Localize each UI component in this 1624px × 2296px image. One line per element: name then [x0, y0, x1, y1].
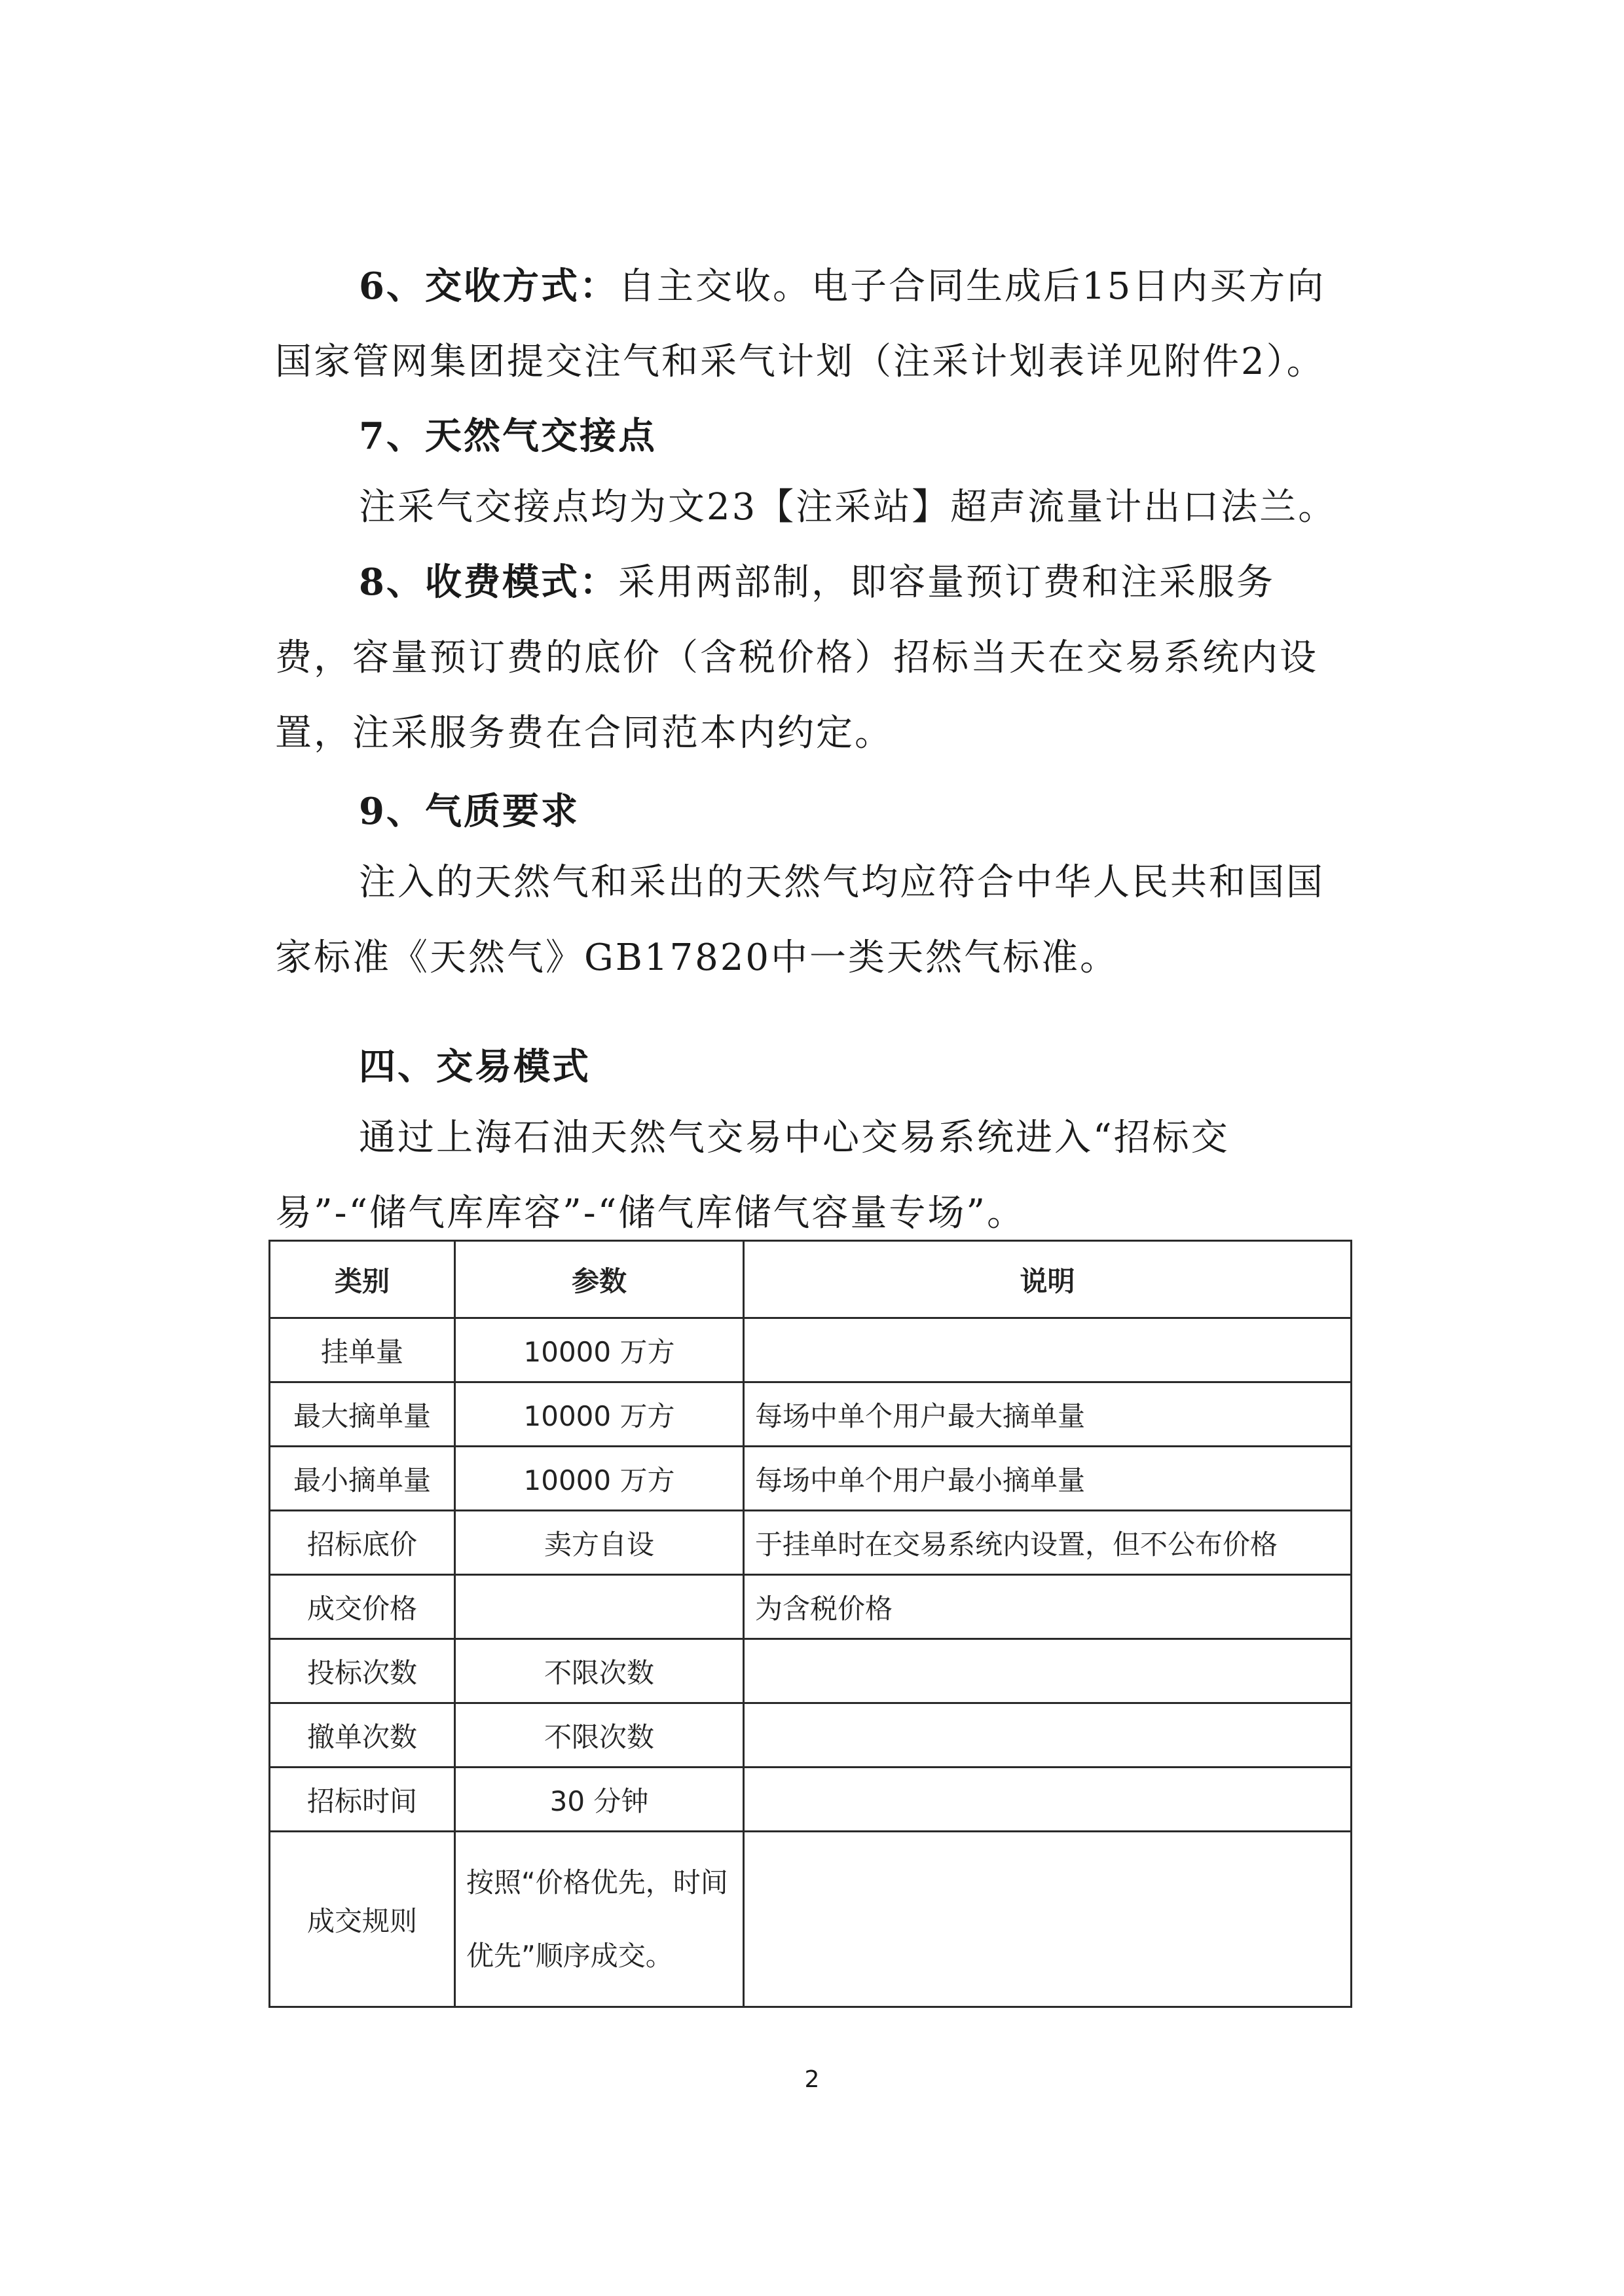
row-description [744, 1639, 1352, 1703]
row-category: 挂单量 [270, 1318, 455, 1382]
row-parameter: 卖方自设 [455, 1511, 744, 1575]
section-9-paragraph: 注入的天然气和采出的天然气均应符合中华人民共和国国家标准《天然气》GB17820中一类天然气标准。 [275, 861, 1325, 979]
row-description: 于挂单时在交易系统内设置，但不公布价格 [744, 1511, 1352, 1575]
row-category: 招标时间 [270, 1768, 455, 1832]
section-7-paragraph: 注采气交接点均为文23【注采站】超声流量计出口法兰。 [359, 486, 1337, 528]
row-category: 最小摘单量 [270, 1447, 455, 1511]
header-description: 说明 [744, 1241, 1352, 1318]
section-6-label: 6、交收方式： [359, 265, 618, 308]
section-8-text: 采用两部制，即容量预订费和注采服务费，容量预订费的底价（含税价格）招标当天在交易系统内设置，注采服务费在合同范本内约定。 [275, 561, 1318, 754]
row-category: 成交价格 [270, 1575, 455, 1639]
row-parameter: 不限次数 [455, 1639, 744, 1703]
row-parameter: 10000 万方 [455, 1318, 744, 1382]
row-description: 为含税价格 [744, 1575, 1352, 1639]
row-parameter: 10000 万方 [455, 1382, 744, 1447]
table-row [270, 1768, 1352, 1832]
row-parameter: 按照“价格优先，时间优先”顺序成交。 [455, 1832, 744, 2007]
row-parameter: 10000 万方 [455, 1447, 744, 1511]
section-9-heading: 9、气质要求 [359, 790, 580, 833]
page-number: 2 [804, 2066, 820, 2093]
section-4-paragraph: 通过上海石油天然气交易中心交易系统进入“招标交易”-“储气库库容”-“储气库储气容量专场”。 [275, 1117, 1230, 1234]
row-description [744, 1832, 1352, 2007]
header-category: 类别 [270, 1241, 455, 1318]
trading-rules-table [268, 1240, 1352, 2008]
row-category: 投标次数 [270, 1639, 455, 1703]
row-description [744, 1318, 1352, 1382]
section-8-paragraph [275, 545, 1349, 771]
row-category: 撤单次数 [270, 1703, 455, 1768]
header-parameter: 参数 [455, 1241, 744, 1318]
table-row [270, 1703, 1352, 1768]
table-header-row [270, 1241, 1352, 1318]
table-row [270, 1318, 1352, 1382]
section-7-heading: 7、天然气交接点 [359, 415, 657, 458]
row-parameter [455, 1575, 744, 1639]
row-description: 每场中单个用户最大摘单量 [744, 1382, 1352, 1447]
row-description [744, 1703, 1352, 1768]
table-row [270, 1639, 1352, 1703]
row-description [744, 1768, 1352, 1832]
section-6-paragraph [275, 249, 1349, 399]
table-row [270, 1832, 1352, 2007]
section-4-heading: 四、交易模式 [359, 1045, 591, 1088]
table-row [270, 1447, 1352, 1511]
section-6-text: 自主交收。电子合同生成后15日内买方向国家管网集团提交注气和采气计划（注采计划表详见附件2）。 [275, 265, 1326, 383]
row-category: 最大摘单量 [270, 1382, 455, 1447]
table-row [270, 1511, 1352, 1575]
table-row [270, 1575, 1352, 1639]
section-8-label: 8、收费模式： [359, 561, 618, 604]
row-description: 每场中单个用户最小摘单量 [744, 1447, 1352, 1511]
table-row [270, 1382, 1352, 1447]
row-category: 成交规则 [270, 1832, 455, 2007]
row-parameter: 30 分钟 [455, 1768, 744, 1832]
row-parameter: 不限次数 [455, 1703, 744, 1768]
row-category: 招标底价 [270, 1511, 455, 1575]
